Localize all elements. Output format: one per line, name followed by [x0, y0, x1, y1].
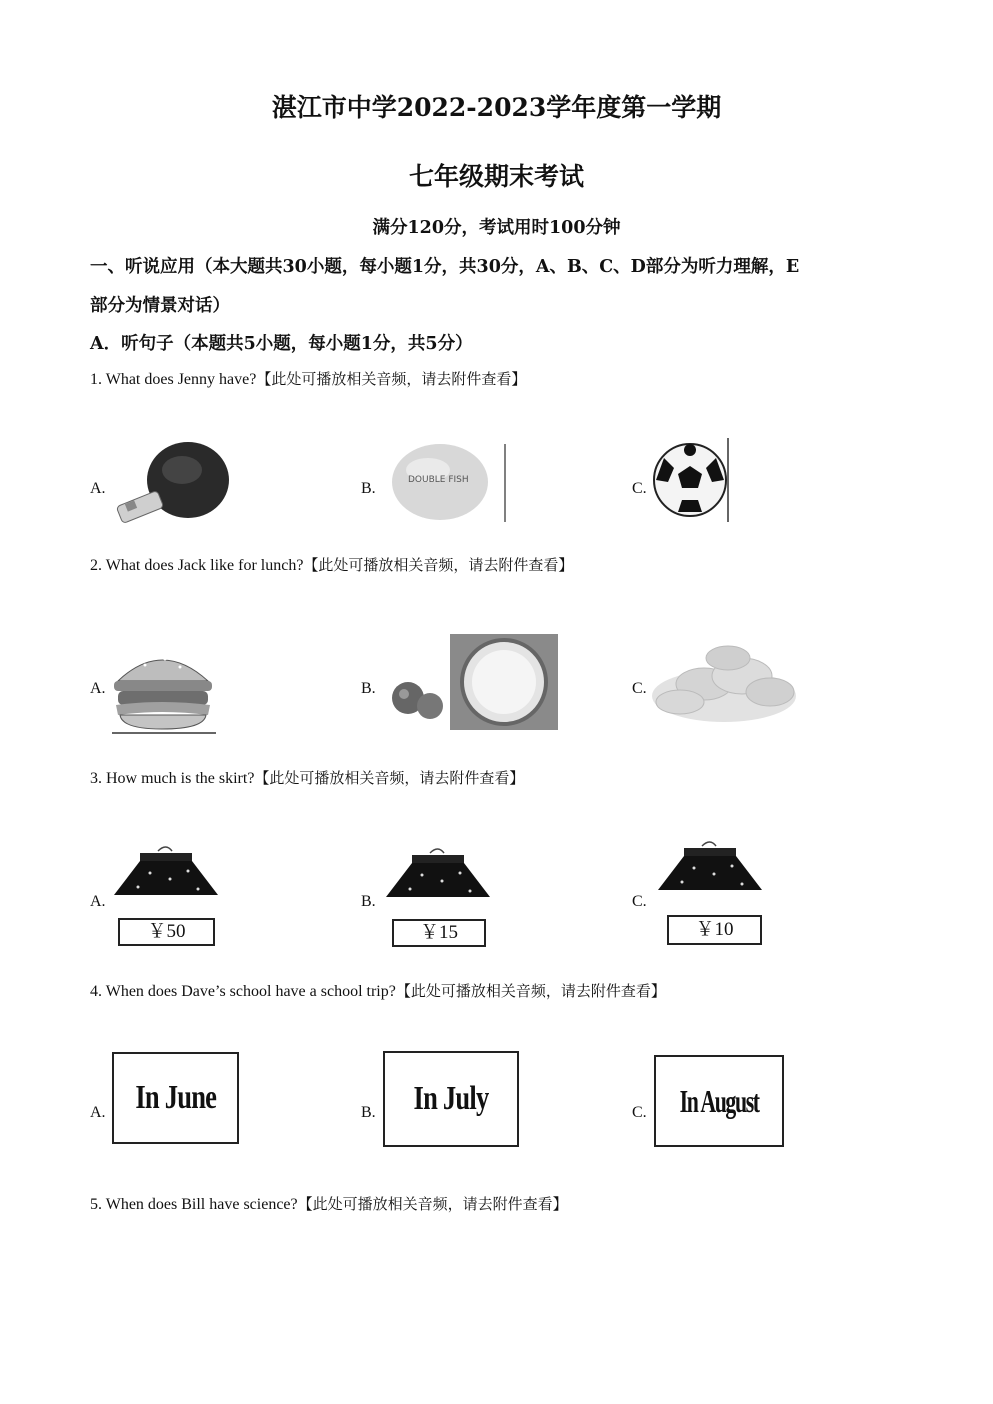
question-4 — [90, 980, 666, 1001]
section-heading-line2: 部分为情景对话） — [90, 296, 230, 316]
potato-chips-icon — [650, 640, 798, 726]
question-1 — [90, 368, 526, 389]
q3-option-b-label: B. — [361, 893, 376, 910]
question-3 — [90, 767, 524, 788]
month-c-text: In August — [679, 1082, 759, 1119]
q2-option-b-label: B. — [361, 680, 376, 697]
soccer-ball-icon — [652, 436, 734, 526]
month-a-text: In June — [135, 1079, 216, 1116]
question-4-text: 4. When does Dave’s school have a school trip? — [90, 983, 396, 1000]
q4-option-c-label: C. — [632, 1104, 647, 1121]
q2-option-a-label: A. — [90, 680, 106, 697]
month-box-c — [654, 1055, 784, 1147]
q1-option-a-label: A. — [90, 480, 106, 497]
q3-option-c-label: C. — [632, 893, 647, 910]
q4-option-b-label: B. — [361, 1104, 376, 1121]
hamburger-icon — [110, 645, 220, 737]
question-3-text: 3. How much is the skirt? — [90, 770, 255, 787]
q3-option-a-label: A. — [90, 893, 106, 910]
ping-pong-bat-icon — [112, 440, 237, 528]
question-5 — [90, 1193, 568, 1214]
question-5-text: 5. When does Bill have science? — [90, 1196, 298, 1213]
question-2 — [90, 554, 573, 575]
q1-option-b-label: B. — [361, 480, 376, 497]
audio-note: 【此处可播放相关音频，请去附件查看】 — [303, 556, 574, 574]
audio-note: 【此处可播放相关音频，请去附件查看】 — [254, 769, 525, 787]
skirt-icon — [110, 843, 222, 901]
price-tag-b: ￥15 — [392, 919, 486, 947]
question-1-text: 1. What does Jenny have? — [90, 371, 257, 388]
month-b-text: In July — [413, 1080, 489, 1117]
price-tag-a: ￥50 — [118, 918, 215, 946]
skirt-icon — [654, 838, 766, 896]
price-tag-c: ￥10 — [667, 915, 762, 945]
audio-note: 【此处可播放相关音频，请去附件查看】 — [395, 982, 666, 1000]
skirt-icon — [382, 845, 494, 903]
audio-note: 【此处可播放相关音频，请去附件查看】 — [256, 370, 527, 388]
volleyball-icon — [378, 442, 510, 526]
month-box-b — [383, 1051, 519, 1147]
part-a-heading: A．听句子（本题共5小题，每小题1分，共5分） — [90, 334, 473, 354]
question-2-text: 2. What does Jack like for lunch? — [90, 557, 304, 574]
rice-and-tomatoes-icon — [386, 634, 558, 730]
page-subtitle: 七年级期末考试 — [408, 162, 584, 191]
q2-option-c-label: C. — [632, 680, 647, 697]
q1-option-c-label: C. — [632, 480, 647, 497]
svg-text:DOUBLE FISH: DOUBLE FISH — [408, 475, 469, 485]
q4-option-a-label: A. — [90, 1104, 106, 1121]
page-title: 湛江市中学2022-2023学年度第一学期 — [271, 93, 722, 122]
audio-note: 【此处可播放相关音频，请去附件查看】 — [297, 1195, 568, 1213]
score-info: 满分120分，考试用时100分钟 — [372, 218, 621, 238]
section-heading-line1: 一、听说应用（本大题共30小题，每小题1分，共30分，A、B、C、D部分为听力理解，E — [90, 257, 800, 277]
month-box-a — [112, 1052, 239, 1144]
